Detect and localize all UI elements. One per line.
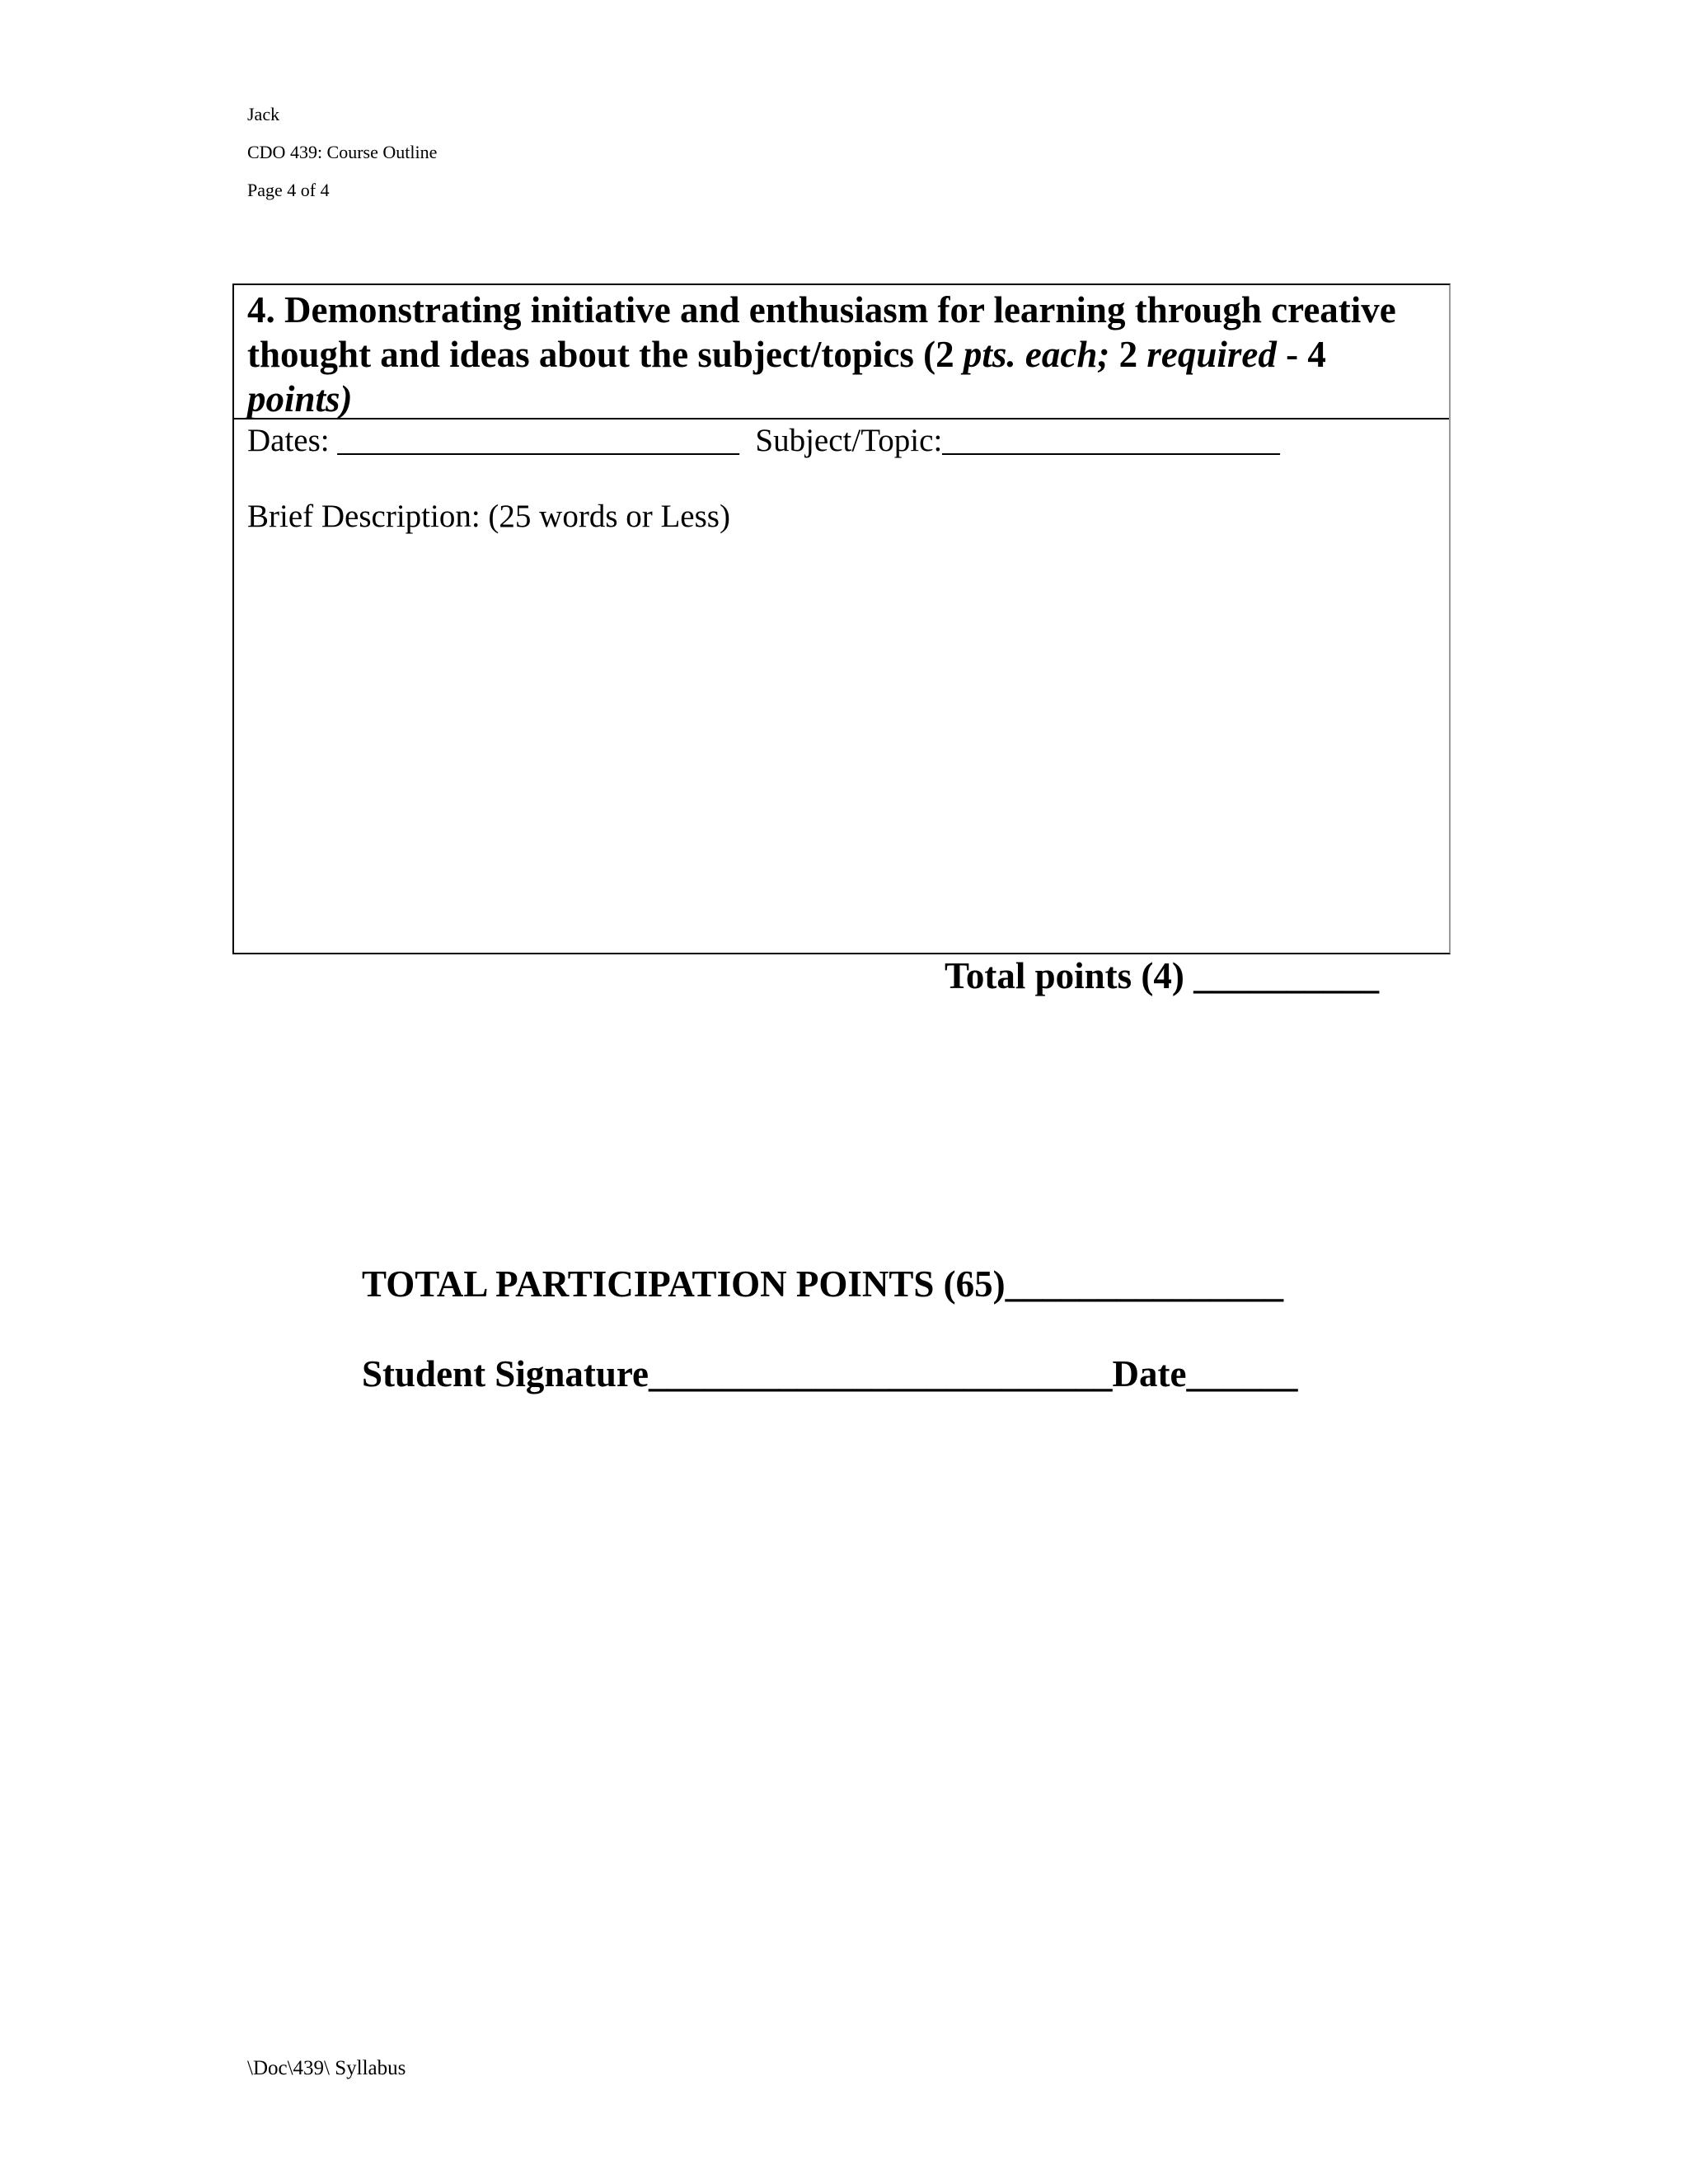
dates-subject-row [247,422,1280,459]
total-participation-points-line[interactable]: TOTAL PARTICIPATION POINTS (65)_______________ [362,1263,1284,1305]
page-header [247,96,437,209]
title-divider [234,418,1449,419]
date-field[interactable]: Date______ [1112,1353,1298,1394]
title-text-1: 4. Demonstrating initiative and enthusiasm for learning through creative thought and ideas about the subject/topics (2 [247,289,1396,375]
subject-topic-field[interactable]: Subject/Topic:_____________________ [755,423,1280,458]
brief-description-label: Brief Description: (25 words or Less) [247,499,730,534]
dates-field[interactable]: Dates: _________________________ [247,423,756,458]
student-signature-field[interactable]: Student Signature_________________________ [362,1353,1113,1394]
title-italic-2: required [1146,334,1277,375]
title-text-2: 2 [1109,334,1147,375]
title-italic-1: pts. each; [963,334,1110,375]
page-footer: \Doc\439\ Syllabus [247,2057,406,2079]
section-4-title [247,288,1434,421]
header-author: Jack [247,104,280,124]
title-text-3: - 4 [1276,334,1326,375]
signature-date-line [362,1352,1297,1395]
title-italic-3: points) [247,378,353,419]
section-4-box [232,284,1451,954]
header-course: CDO 439: Course Outline [247,142,438,162]
header-page-number: Page 4 of 4 [247,180,330,200]
total-points-line[interactable]: Total points (4) __________ [945,955,1380,996]
